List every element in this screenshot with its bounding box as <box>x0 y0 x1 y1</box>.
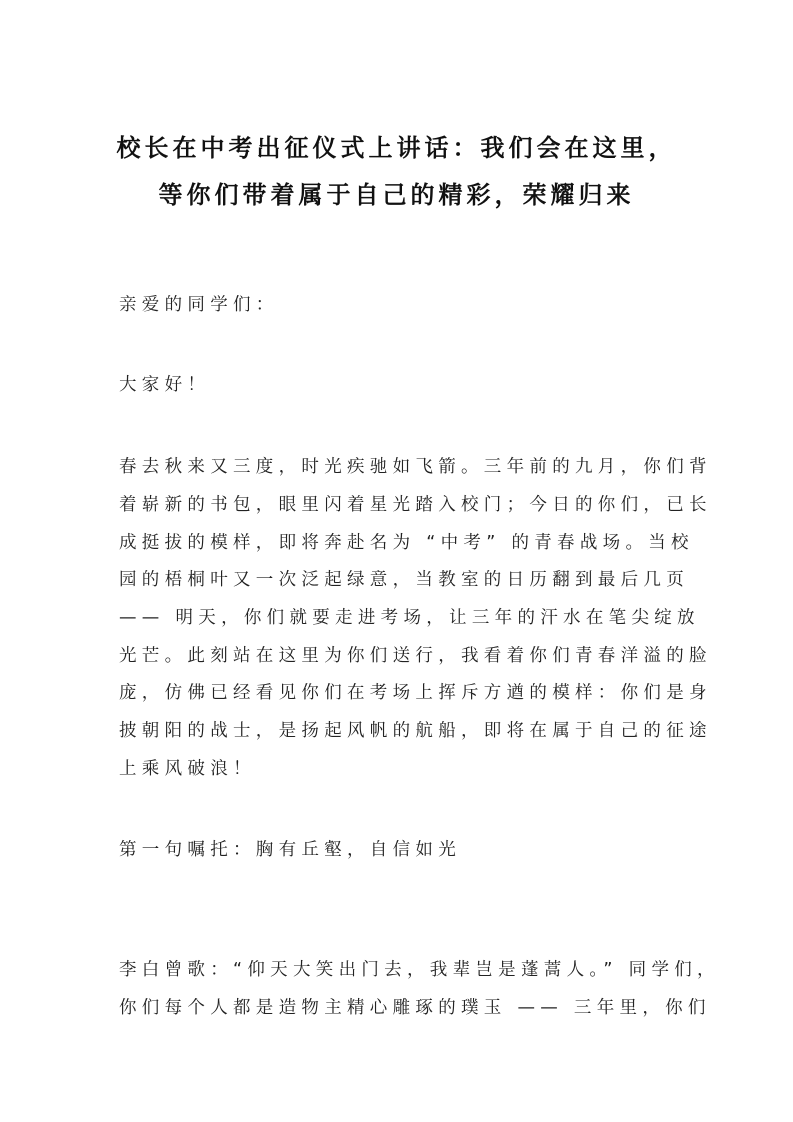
section-heading: 第一句嘱托：胸有丘壑，自信如光 <box>119 840 461 860</box>
paragraph-line: 李白曾歌：“仰天大笑出门去，我辈岂是蓬蒿人。” 同学们， <box>119 960 720 980</box>
paragraph-line: 你们每个人都是造物主精心雕琢的璞玉 —— 三年里，你们 <box>119 998 711 1018</box>
paragraph-line: 光芒。此刻站在这里为你们送行，我看着你们青春洋溢的脸 <box>119 646 712 666</box>
paragraph-line: —— 明天，你们就要走进考场，让三年的汗水在笔尖绽放 <box>119 608 700 628</box>
paragraph-line: 春去秋来又三度，时光疾驰如飞箭。三年前的九月，你们背 <box>119 457 712 477</box>
paragraph-line: 成挺拔的模样，即将奔赴名为 “中考” 的青春战场。当校 <box>119 533 694 553</box>
document-title-line-2: 等你们带着属于自己的精彩，荣耀归来 <box>158 180 635 209</box>
document-title-line-1: 校长在中考出征仪式上讲话：我们会在这里， <box>116 133 677 162</box>
paragraph-line: 着崭新的书包，眼里闪着星光踏入校门；今日的你们，已长 <box>119 495 712 515</box>
paragraph-line: 园的梧桐叶又一次泛起绿意，当教室的日历翻到最后几页 <box>119 570 689 590</box>
salutation: 亲爱的同学们： <box>119 295 279 315</box>
paragraph-line: 上乘风破浪！ <box>119 759 256 779</box>
greeting: 大家好！ <box>119 375 211 395</box>
paragraph-line: 披朝阳的战士，是扬起风帆的航船，即将在属于自己的征途 <box>119 721 712 741</box>
paragraph-line: 庞，仿佛已经看见你们在考场上挥斥方遒的模样：你们是身 <box>119 683 712 703</box>
